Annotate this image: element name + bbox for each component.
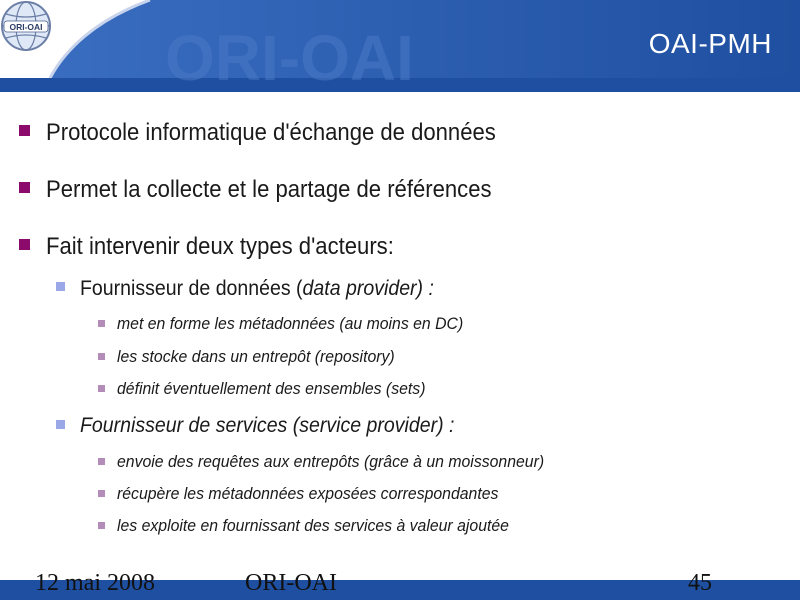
bullet-item-acteurs: Fait intervenir deux types d'acteurs: xyxy=(46,233,394,260)
sub-item-data-provider-label: Fournisseur de données ( xyxy=(80,277,303,300)
sub-sub-bullet-2 xyxy=(98,353,105,360)
footer-date: 12 mai 2008 xyxy=(35,570,155,596)
bullet-item-protocole: Protocole informatique d'échange de données xyxy=(46,119,496,146)
sub-sub-item-metadonnees: met en forme les métadonnées (au moins en DC) xyxy=(117,314,464,333)
footer-page-number: 45 xyxy=(688,570,712,596)
sub-item-data-provider xyxy=(80,277,434,301)
footer-center-label: ORI-OAI xyxy=(245,570,337,596)
sub-sub-item-recupere: récupère les métadonnées exposées correspondantes xyxy=(117,484,499,503)
sub-sub-bullet-4 xyxy=(98,458,105,465)
sub-bullet-1 xyxy=(56,282,65,291)
sub-sub-item-requetes: envoie des requêtes aux entrepôts (grâce à un moissonneur) xyxy=(117,452,545,471)
logo-text: ORI-OAI xyxy=(9,22,43,32)
sub-sub-item-entrepot: les stocke dans un entrepôt (repository) xyxy=(117,347,395,366)
slide-header xyxy=(0,0,800,92)
bullet-square-3 xyxy=(19,239,30,250)
sub-sub-item-exploite: les exploite en fournissant des services à valeur ajoutée xyxy=(117,516,509,535)
sub-sub-item-ensembles: définit éventuellement des ensembles (sets) xyxy=(117,379,426,398)
ori-oai-logo xyxy=(0,0,52,52)
sub-item-service-provider: Fournisseur de services (service provider) : xyxy=(80,414,455,437)
sub-sub-bullet-3 xyxy=(98,385,105,392)
bullet-square-1 xyxy=(19,125,30,136)
bullet-item-collecte: Permet la collecte et le partage de références xyxy=(46,176,492,203)
sub-bullet-2 xyxy=(56,420,65,429)
header-watermark: ORI-OAI xyxy=(165,22,414,92)
sub-sub-bullet-5 xyxy=(98,490,105,497)
bullet-square-2 xyxy=(19,182,30,193)
sub-item-data-provider-italic: data provider) : xyxy=(302,277,434,300)
sub-sub-bullet-1 xyxy=(98,320,105,327)
slide-title: OAI-PMH xyxy=(648,28,772,59)
sub-sub-bullet-6 xyxy=(98,522,105,529)
